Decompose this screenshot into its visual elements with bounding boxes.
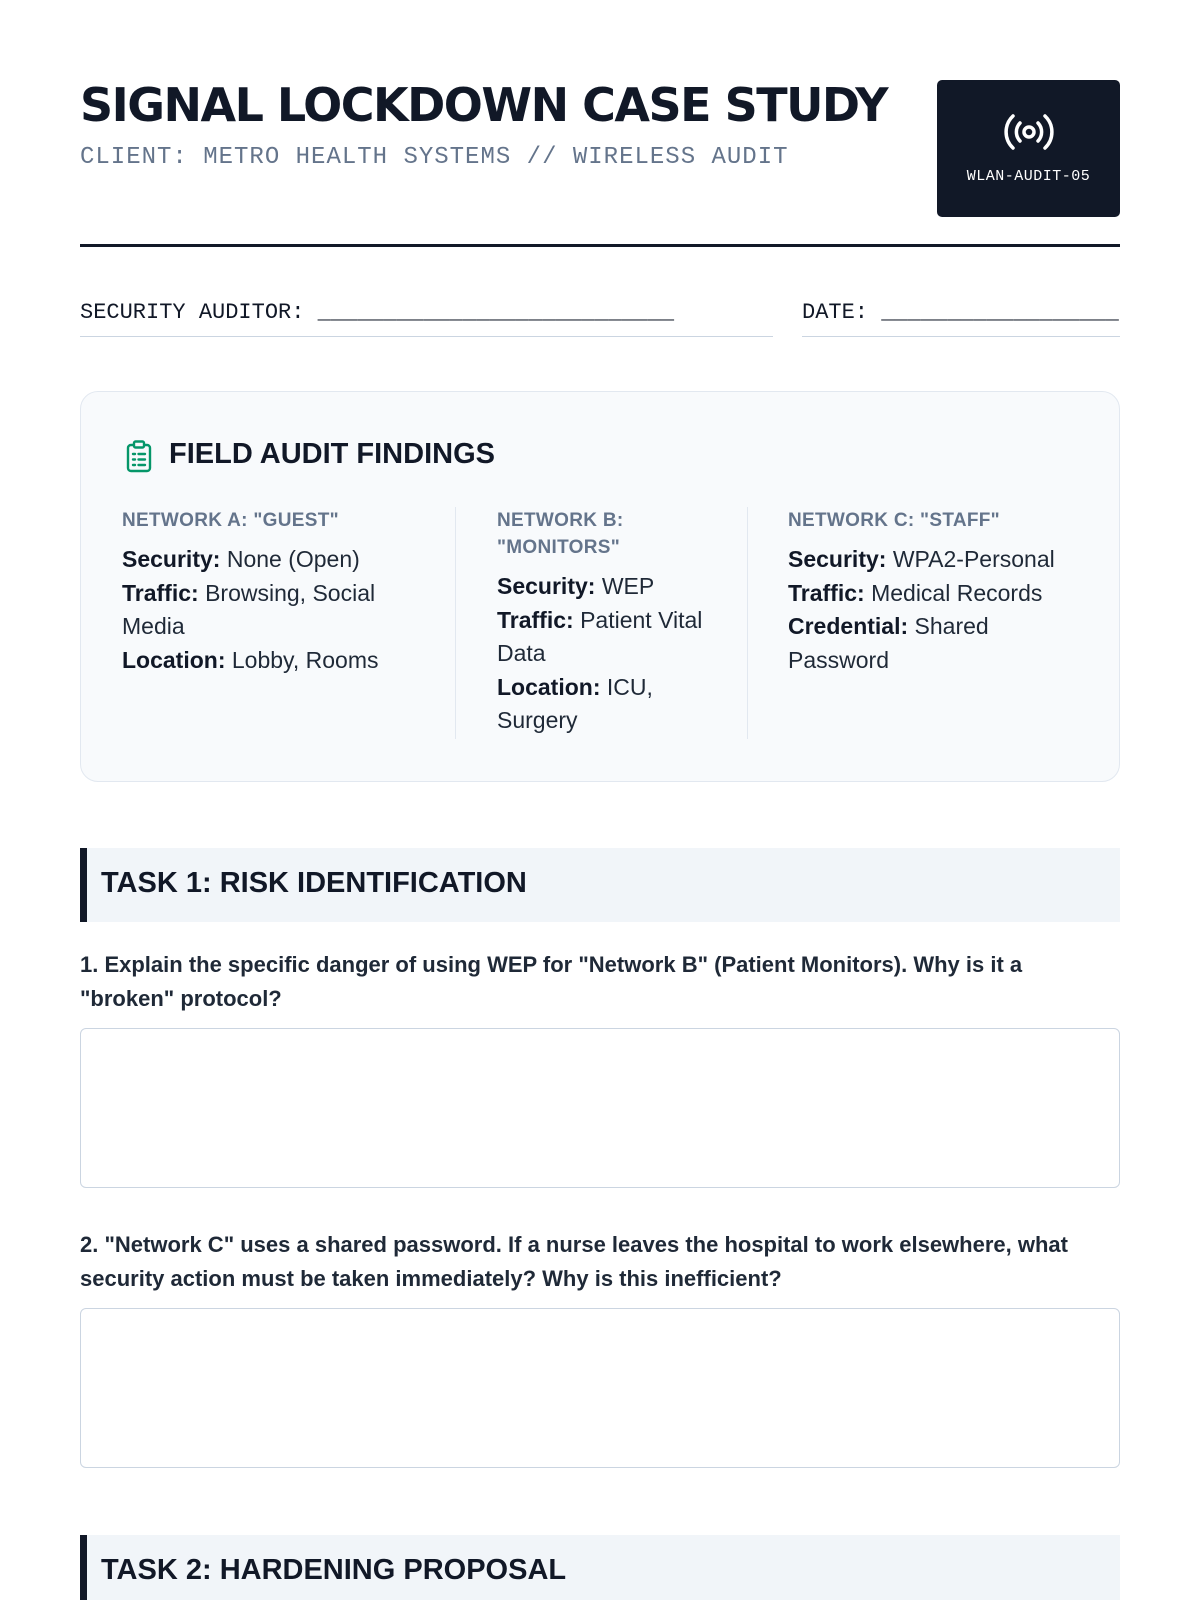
- network-field: [122, 644, 422, 678]
- field-value: WEP: [601, 573, 655, 599]
- date-field[interactable]: DATE: __________________: [802, 300, 1120, 337]
- network-label: NETWORK A: "GUEST": [122, 510, 339, 531]
- page-title: SIGNAL LOCKDOWN CASE STUDY: [80, 78, 888, 132]
- field-value: Patient Vital Data: [497, 606, 703, 666]
- field-value: Medical Records: [871, 579, 1043, 606]
- findings-title: FIELD AUDIT FINDINGS: [169, 438, 495, 470]
- answer-box-2[interactable]: [80, 1308, 1120, 1468]
- field-audit-findings-card: [80, 391, 1120, 782]
- network-field: [497, 604, 707, 671]
- network-field: [788, 543, 1088, 577]
- question-1: 1. Explain the specific danger of using WEP for "Network B" (Patient Monitors). Why is it a "broken" protocol?: [80, 952, 1023, 1011]
- field-key: Location:: [122, 646, 226, 673]
- audit-code: WLAN-AUDIT-05: [966, 168, 1091, 185]
- task-2-banner: [80, 1535, 1120, 1600]
- audit-code-badge: [937, 80, 1120, 217]
- page-subtitle: CLIENT: METRO HEALTH SYSTEMS // WIRELESS AUDIT: [80, 144, 789, 171]
- network-field: [122, 577, 422, 644]
- document-header: [80, 78, 1120, 218]
- column-divider: [455, 507, 456, 739]
- field-key: Security:: [497, 573, 596, 599]
- network-field: [497, 570, 707, 604]
- task-1-banner: [80, 848, 1120, 922]
- network-label: NETWORK B: "MONITORS": [497, 510, 624, 558]
- field-value: WPA2-Personal: [892, 546, 1055, 572]
- network-b-column: [497, 507, 707, 738]
- header-divider: [80, 244, 1120, 247]
- field-value: Lobby, Rooms: [231, 646, 379, 673]
- question-2: 2. "Network C" uses a shared password. If a nurse leaves the hospital to work elsewhere, what security action must be taken immediately? Why is this inefficient?: [80, 1232, 1068, 1291]
- field-key: Credential:: [788, 613, 909, 639]
- network-field: [788, 610, 1088, 677]
- clipboard-icon: [123, 439, 155, 473]
- column-divider: [747, 507, 748, 739]
- network-c-column: [788, 507, 1088, 677]
- field-value: None (Open): [226, 546, 360, 572]
- network-a-column: [122, 507, 422, 677]
- network-label: NETWORK C: "STAFF": [788, 510, 1000, 531]
- field-key: Traffic:: [497, 606, 574, 633]
- wireless-broadcast-icon: [1002, 110, 1056, 154]
- field-key: Traffic:: [122, 579, 199, 606]
- network-field: [122, 543, 422, 577]
- network-field: [788, 577, 1088, 611]
- field-key: Security:: [122, 546, 221, 572]
- field-key: Location:: [497, 673, 601, 700]
- field-key: Security:: [788, 546, 887, 572]
- answer-box-1[interactable]: [80, 1028, 1120, 1188]
- field-value: ICU, Surgery: [497, 673, 653, 733]
- field-key: Traffic:: [788, 579, 865, 606]
- field-value: Browsing, Social Media: [122, 579, 376, 639]
- security-auditor-field[interactable]: SECURITY AUDITOR: ___________________________: [80, 300, 773, 337]
- task-title: TASK 2: HARDENING PROPOSAL: [101, 1554, 567, 1586]
- field-value: Shared Password: [788, 613, 989, 673]
- network-field: [497, 671, 707, 738]
- task-title: TASK 1: RISK IDENTIFICATION: [101, 867, 527, 899]
